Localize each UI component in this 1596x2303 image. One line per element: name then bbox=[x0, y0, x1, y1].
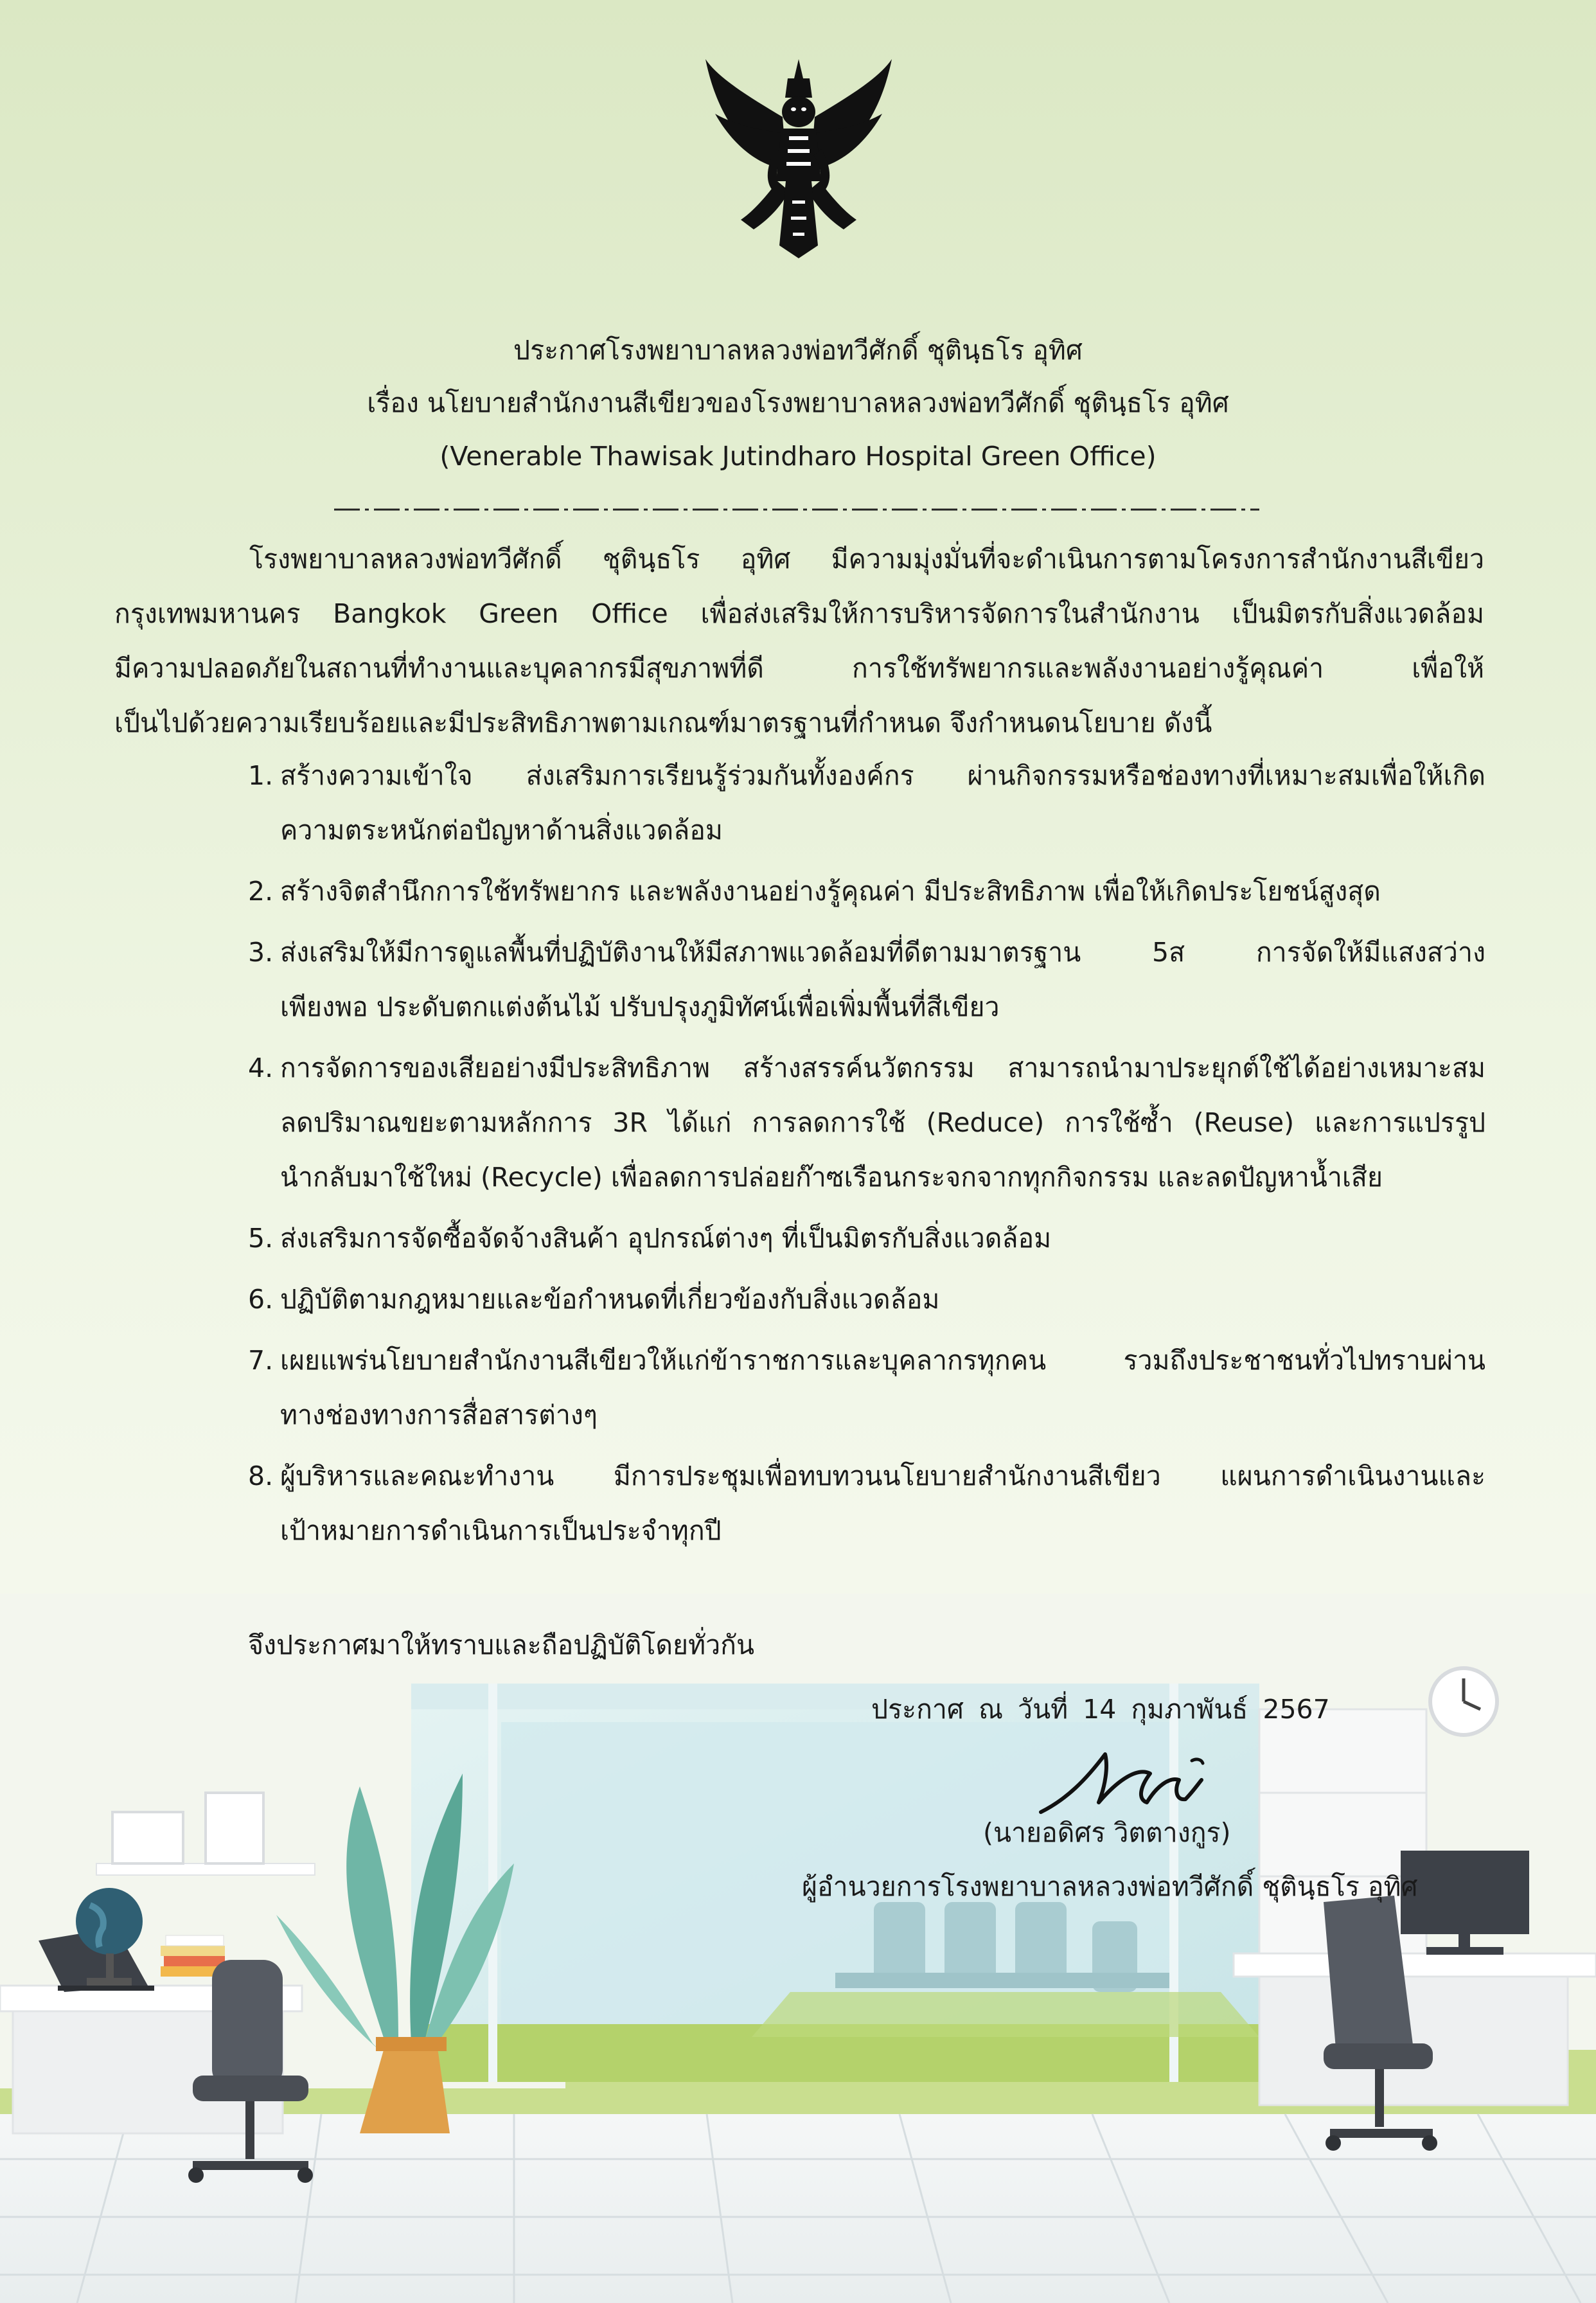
policy-text: เผยแพร่นโยบายสำนักงานสีเขียวให้แก่ข้าราชการและบุคลากรทุกคน รวมถึงประชาชนทั่วไปทราบผ่าน bbox=[280, 1345, 1485, 1376]
policy-item-2 bbox=[248, 864, 1485, 919]
signer-title: ผู้อำนวยการโรงพยาบาลหลวงพ่อทวีศักดิ์ ชุตินฺธโร อุทิศ bbox=[802, 1871, 1418, 1902]
policy-text: ทางช่องทางการสื่อสารต่างๆ bbox=[280, 1400, 598, 1430]
announcement-english-title: (Venerable Thawisak Jutindharo Hospital Green Office) bbox=[439, 441, 1157, 472]
intro-paragraph bbox=[114, 532, 1484, 751]
policy-number: 1. bbox=[248, 760, 274, 791]
policy-number: 3. bbox=[248, 937, 274, 968]
policy-item-3 bbox=[248, 925, 1485, 1035]
closing-statement: จึงประกาศมาให้ทราบและถือปฏิบัติโดยทั่วกัน bbox=[248, 1630, 754, 1660]
policy-item-4 bbox=[248, 1041, 1485, 1205]
policy-text: ส่งเสริมให้มีการดูแลพื้นที่ปฏิบัติงานให้มีสภาพแวดล้อมที่ดีตามมาตรฐาน 5ส การจัดให้มีแสงสว่าง bbox=[280, 937, 1485, 968]
policy-item-6 bbox=[248, 1272, 1485, 1327]
announcement-date: ประกาศ ณ วันที่ 14 กุมภาพันธ์ 2567 bbox=[871, 1694, 1330, 1725]
policy-item-1 bbox=[248, 749, 1485, 858]
policy-number: 7. bbox=[248, 1345, 274, 1376]
intro-line: โรงพยาบาลหลวงพ่อทวีศักดิ์ ชุตินฺธโร อุทิศ มีความมุ่งมั่นที่จะดำเนินการตามโครงการสำนักงานสีเขียว bbox=[249, 544, 1484, 574]
announcement-subject: เรื่อง นโยบายสำนักงานสีเขียวของโรงพยาบาลหลวงพ่อทวีศักดิ์ ชุตินฺธโร อุทิศ bbox=[367, 387, 1229, 418]
policy-text: ปฏิบัติตามกฎหมายและข้อกำหนดที่เกี่ยวข้องกับสิ่งแวดล้อม bbox=[280, 1284, 940, 1315]
policy-number: 4. bbox=[248, 1053, 274, 1083]
policy-text: ผู้บริหารและคณะทำงาน มีการประชุมเพื่อทบทวนนโยบายสำนักงานสีเขียว แผนการดำเนินงานและ bbox=[280, 1461, 1485, 1491]
intro-line: กรุงเทพมหานคร Bangkok Green Office เพื่อส่งเสริมให้การบริหารจัดการในสำนักงาน เป็นมิตรกับสิ่งแวดล้อม bbox=[114, 598, 1484, 629]
policy-number: 6. bbox=[248, 1284, 274, 1315]
policy-item-7 bbox=[248, 1333, 1485, 1443]
policy-text: เพียงพอ ประดับตกแต่งต้นไม้ ปรับปรุงภูมิทัศน์เพื่อเพิ่มพื้นที่สีเขียว bbox=[280, 991, 1000, 1022]
policy-text: สร้างจิตสำนึกการใช้ทรัพยากร และพลังงานอย่างรู้คุณค่า มีประสิทธิภาพ เพื่อให้เกิดประโยชน์สูงสุด bbox=[280, 876, 1381, 907]
policy-item-8 bbox=[248, 1449, 1485, 1558]
policy-text: ความตระหนักต่อปัญหาด้านสิ่งแวดล้อม bbox=[280, 815, 723, 846]
policy-text: ส่งเสริมการจัดซื้อจัดจ้างสินค้า อุปกรณ์ต่างๆ ที่เป็นมิตรกับสิ่งแวดล้อม bbox=[280, 1223, 1052, 1254]
policy-text: การจัดการของเสียอย่างมีประสิทธิภาพ สร้างสรรค์นวัตกรรม สามารถนำมาประยุกต์ใช้ได้อย่างเหมาะสม bbox=[280, 1053, 1485, 1083]
policy-number: 8. bbox=[248, 1461, 274, 1491]
header-divider bbox=[334, 505, 1259, 514]
signer-name: (นายอดิศร วิตตางกูร) bbox=[983, 1817, 1231, 1848]
policy-text: สร้างความเข้าใจ ส่งเสริมการเรียนรู้ร่วมกันทั้งองค์กร ผ่านกิจกรรมหรือช่องทางที่เหมาะสมเพื่อให้เกิด bbox=[280, 760, 1485, 791]
policy-list bbox=[248, 749, 1485, 1565]
intro-line: เป็นไปด้วยความเรียบร้อยและมีประสิทธิภาพตามเกณฑ์มาตรฐานที่กำหนด จึงกำหนดนโยบาย ดังนี้ bbox=[114, 707, 1212, 738]
policy-number: 5. bbox=[248, 1223, 274, 1254]
policy-item-5 bbox=[248, 1211, 1485, 1266]
intro-line: มีความปลอดภัยในสถานที่ทำงานและบุคลากรมีสุขภาพที่ดี การใช้ทรัพยากรและพลังงานอย่างรู้คุณค่า เพื่อให้ bbox=[114, 653, 1484, 684]
announcement-title: ประกาศโรงพยาบาลหลวงพ่อทวีศักดิ์ ชุตินฺธโร อุทิศ bbox=[513, 335, 1083, 366]
policy-text: เป้าหมายการดำเนินการเป็นประจำทุกปี bbox=[280, 1515, 722, 1546]
policy-text: ลดปริมาณขยะตามหลักการ 3R ได้แก่ การลดการใช้ (Reduce) การใช้ซ้ำ (Reuse) และการแปรรูป bbox=[280, 1107, 1485, 1138]
policy-text: นำกลับมาใช้ใหม่ (Recycle) เพื่อลดการปล่อยก๊าซเรือนกระจกจากทุกกิจกรรม และลดปัญหาน้ำเสีย bbox=[280, 1162, 1383, 1193]
policy-number: 2. bbox=[248, 876, 274, 907]
garuda-emblem bbox=[705, 53, 892, 258]
